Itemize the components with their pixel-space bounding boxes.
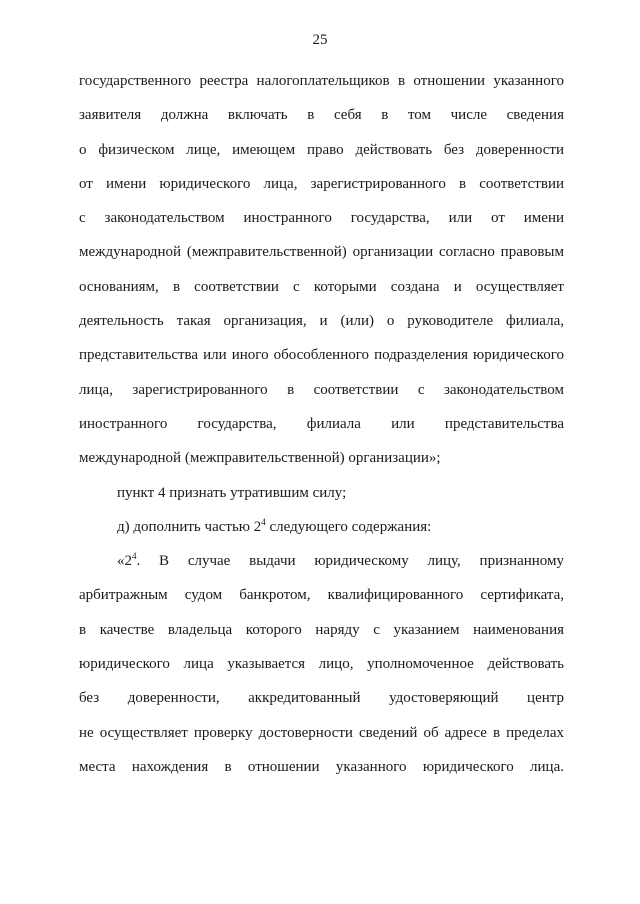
quote-start-line [79,544,564,578]
text-line: основаниям, в соответствии с которыми создана и осуществляет [79,278,564,295]
text-line: международной (межправительственной) организации согласно правовым [79,244,564,261]
text-line: представительства или иного обособленного подразделения юридического [79,347,564,364]
text-line: места нахождения в отношении указанного юридического лица. [79,758,564,775]
text-line: пункт 4 признать утратившим силу; [117,484,347,501]
amendment-text-after: следующего содержания: [265,518,432,535]
text-line: международной (межправительственной) организации»; [79,450,441,467]
text-line: арбитражным судом банкротом, квалифицированного сертификата, [79,587,564,604]
text-line: деятельность такая организация, и (или) о руководителе филиала, [79,313,564,330]
text-line: заявителя должна включать в себя в том числе сведения [79,107,564,124]
text-line: юридического лица указывается лицо, уполномоченное действовать [79,656,564,673]
document-body [79,64,564,784]
superscript-number: 4 [132,551,137,562]
text-line: не осуществляет проверку достоверности сведений об адресе в пределах [79,724,564,741]
page-number: 25 [312,32,328,48]
text-line: с законодательством иностранного государства, или от имени [79,210,564,227]
text-line: без доверенности, аккредитованный удостоверяющий центр [79,690,564,707]
text-line: лица, зарегистрированного в соответствии с законодательством [79,381,564,398]
text-line: о физическом лице, имеющем право действовать без доверенности [79,141,564,158]
text-line: от имени юридического лица, зарегистрированного в соответствии [79,175,564,192]
quote-text-before: «2 [117,553,132,570]
amendment-text-before: д) дополнить частью 2 [117,518,262,535]
superscript-number: 4 [261,516,266,527]
amendment-line [79,510,564,544]
text-line: государственного реестра налогоплательщиков в отношении указанного [79,73,564,89]
text-line: иностранного государства, филиала или представительства [79,415,564,432]
text-line: в качестве владельца которого наряду с указанием наименования [79,621,564,638]
quote-text-after: . В случае выдачи юридическому лицу, признанному [136,553,564,570]
